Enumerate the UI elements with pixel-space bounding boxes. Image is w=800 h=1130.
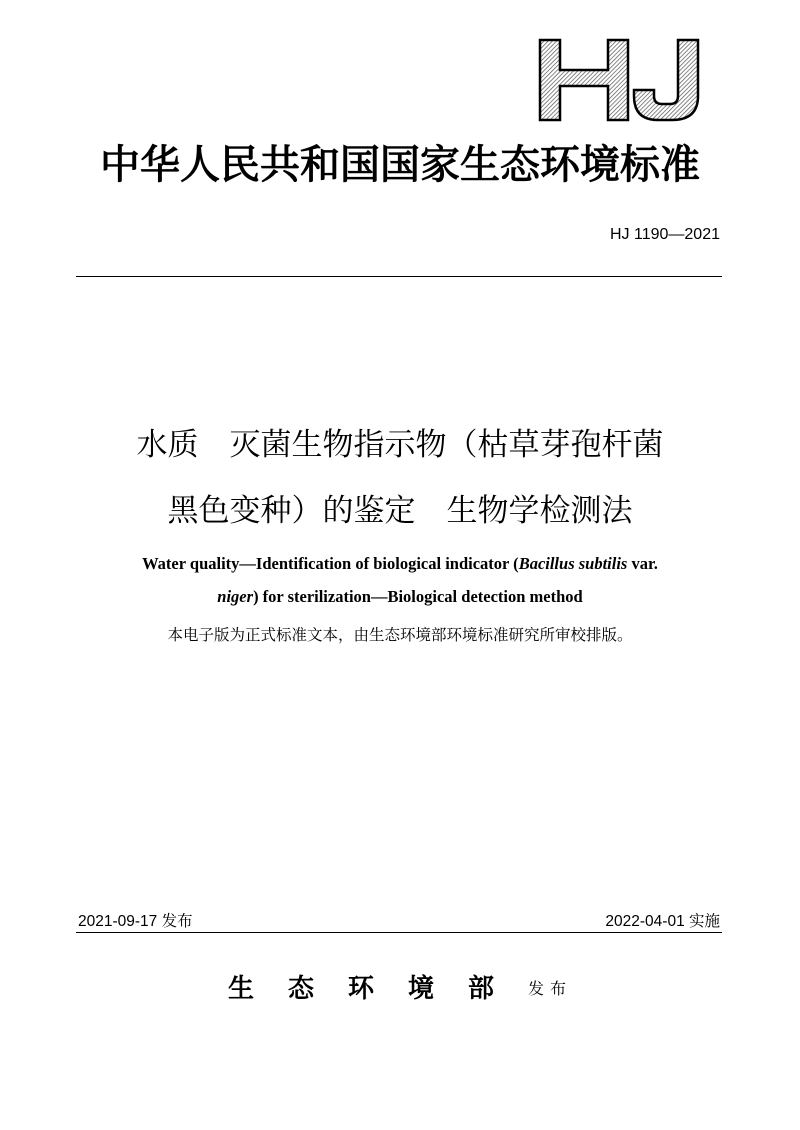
- title-cn-line2: 黑色变种）的鉴定 生物学检测法: [167, 493, 633, 529]
- publisher-suffix: 发布: [528, 979, 573, 998]
- title-en-line2: [0, 586, 800, 608]
- title-en-line1: [0, 553, 800, 575]
- hj-logo: [538, 38, 700, 122]
- title-en-text: var.: [627, 554, 658, 573]
- publisher-name: 生态环境部: [227, 974, 528, 1004]
- publisher: [0, 968, 800, 1005]
- logo-letter-j: [634, 40, 698, 120]
- title-cn-line1: 水质 灭菌生物指示物（枯草芽孢杆菌: [136, 427, 664, 463]
- bottom-divider: [76, 932, 722, 933]
- issue-date: 2021-09-17 发布: [78, 913, 193, 930]
- title-en-variety: niger: [217, 587, 254, 606]
- title-en-species: Bacillus subtilis: [518, 554, 628, 573]
- standard-code: HJ 1190—2021: [610, 226, 720, 243]
- implementation-date: 2022-04-01 实施: [605, 913, 720, 930]
- title-en-text: ) for sterilization—Biological detection method: [253, 587, 583, 606]
- edition-note: 本电子版为正式标准文本，由生态环境部环境标准研究所审校排版。: [167, 626, 633, 644]
- top-divider: [76, 276, 722, 277]
- standard-name: 中华人民共和国国家生态环境标准: [100, 141, 700, 188]
- title-en-text: Water quality—Identification of biological indicator (: [142, 554, 519, 573]
- logo-letter-h: [540, 40, 628, 120]
